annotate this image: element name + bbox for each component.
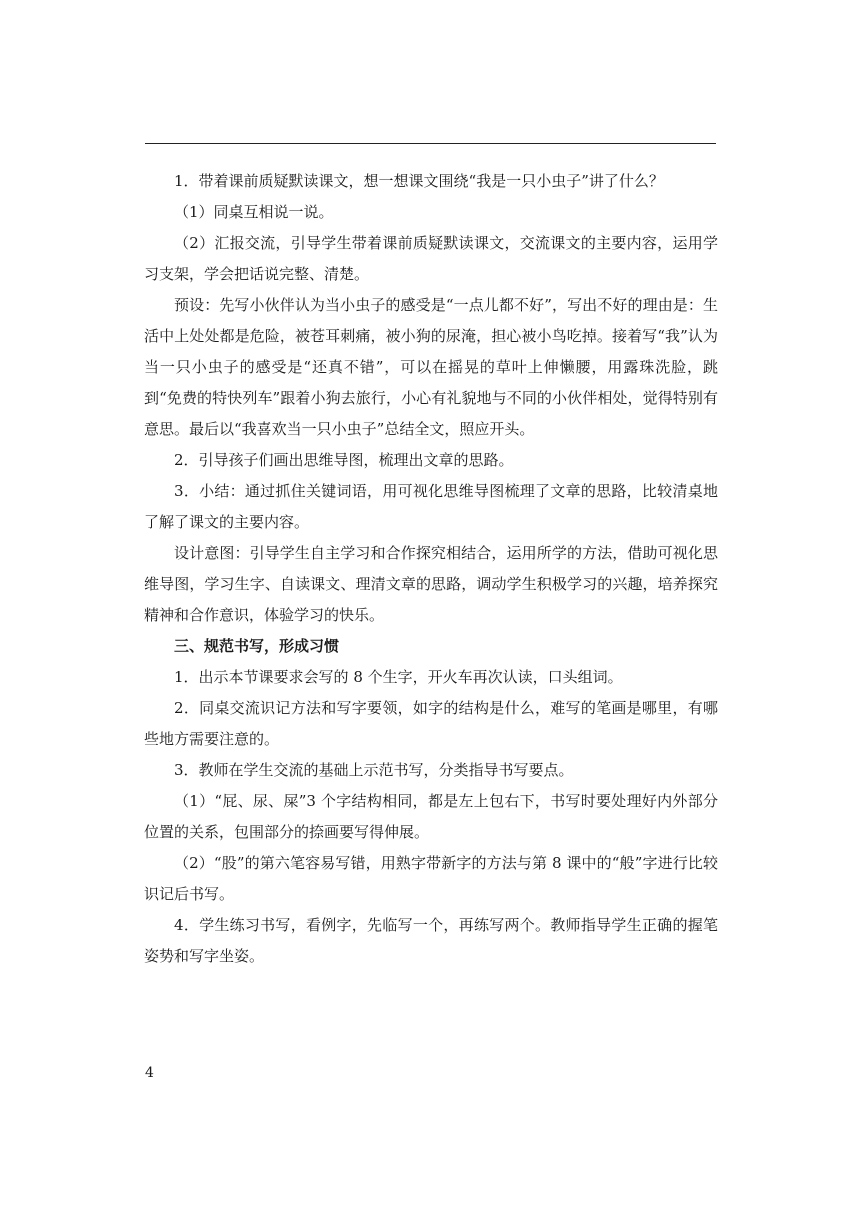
- paragraph: 预设：先写小伙伴认为当小虫子的感受是“一点儿都不好”，写出不好的理由是：生活中上处处都是危险，被苍耳刺痛，被小狗的尿淹，担心被小鸟吃掉。接着写“我”认为当一只小虫子的感受是“还真不错”，可以在摇晃的草叶上伸懒腰，用露珠洗脸，跳到“免费的特快列车”跟着小狗去旅行，小心有礼貌地与不同的小伙伴相处，觉得特别有意思。最后以“我喜欢当一只小虫子”总结全文，照应开头。: [144, 296, 718, 438]
- paragraph: 3．教师在学生交流的基础上示范书写，分类指导书写要点。: [174, 761, 574, 779]
- paragraph: 4．学生练习书写，看例字，先临写一个，再练写两个。教师指导学生正确的握笔姿势和写字坐姿。: [144, 916, 718, 965]
- paragraph: 2．同桌交流识记方法和写字要领，如字的结构是什么，难写的笔画是哪里，有哪些地方需要注意的。: [144, 699, 718, 748]
- paragraph: （2）“股”的第六笔容易写错，用熟字带新字的方法与第 8 课中的“般”字进行比较识记后书写。: [144, 854, 718, 903]
- section-heading: 三、规范书写，形成习惯: [174, 637, 340, 655]
- document-body: [144, 166, 718, 972]
- paragraph: 1．出示本节课要求会写的 8 个生字，开火车再次认读，口头组词。: [174, 668, 623, 686]
- paragraph: （1）“屁、尿、屎”3 个字结构相同，都是左上包右下，书写时要处理好内外部分位置的关系，包围部分的捺画要写得伸展。: [144, 792, 718, 841]
- paragraph: 1．带着课前质疑默读课文，想一想课文围绕“我是一只小虫子”讲了什么？: [174, 172, 664, 190]
- paragraph: （2）汇报交流，引导学生带着课前质疑默读课文，交流课文的主要内容，运用学习支架，学会把话说完整、清楚。: [144, 234, 718, 283]
- header-rule: [145, 143, 716, 144]
- page-number: 4: [145, 1065, 154, 1081]
- paragraph: 3．小结：通过抓住关键词语，用可视化思维导图梳理了文章的思路，比较清桌地了解了课文的主要内容。: [144, 482, 718, 531]
- paragraph: 设计意图：引导学生自主学习和合作探究相结合，运用所学的方法，借助可视化思维导图，学习生字、自读课文、理清文章的思路，调动学生积极学习的兴趣，培养探究精神和合作意识，体验学习的快乐。: [144, 544, 718, 624]
- paragraph: （1）同桌互相说一说。: [174, 203, 334, 221]
- paragraph: 2．引导孩子们画出思维导图，梳理出文章的思路。: [174, 451, 514, 469]
